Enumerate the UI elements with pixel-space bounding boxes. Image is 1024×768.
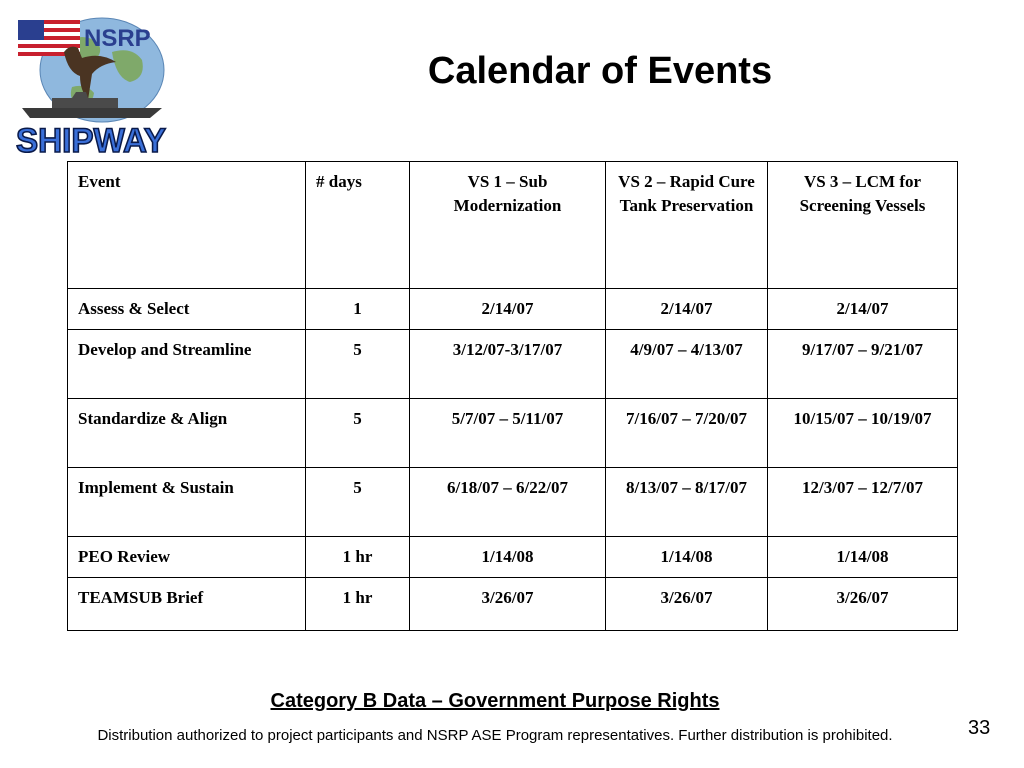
table-row — [68, 399, 958, 468]
cell-vs2: 7/16/07 – 7/20/07 — [606, 399, 768, 468]
page-title: Calendar of Events — [427, 50, 773, 92]
cell-vs1: 3/12/07-3/17/07 — [410, 330, 606, 399]
ship-icon — [22, 108, 162, 118]
cell-event: TEAMSUB Brief — [68, 578, 306, 631]
cell-event: Develop and Streamline — [68, 330, 306, 399]
nsrp-shipway-logo — [12, 12, 174, 160]
logo-top-text: NSRP — [84, 25, 151, 52]
distribution-notice: Distribution authorized to project participants and NSRP ASE Program representatives. Further distribution is prohibited. — [97, 727, 893, 744]
header-days: # days — [306, 162, 410, 289]
cell-days: 1 hr — [306, 537, 410, 578]
cell-vs1: 3/26/07 — [410, 578, 606, 631]
page-number: 33 — [968, 717, 991, 739]
cell-vs3: 10/15/07 – 10/19/07 — [768, 399, 958, 468]
cell-vs2: 1/14/08 — [606, 537, 768, 578]
cell-vs1: 2/14/07 — [410, 289, 606, 330]
cell-event: Standardize & Align — [68, 399, 306, 468]
header-vs2: VS 2 – Rapid Cure Tank Preservation — [606, 162, 768, 289]
cell-days: 1 — [306, 289, 410, 330]
cell-vs3: 2/14/07 — [768, 289, 958, 330]
cell-vs3: 3/26/07 — [768, 578, 958, 631]
cell-vs3: 9/17/07 – 9/21/07 — [768, 330, 958, 399]
cell-days: 1 hr — [306, 578, 410, 631]
cell-vs1: 5/7/07 – 5/11/07 — [410, 399, 606, 468]
header-event: Event — [68, 162, 306, 289]
table-row — [68, 289, 958, 330]
cell-event: PEO Review — [68, 537, 306, 578]
table-row — [68, 537, 958, 578]
cell-days: 5 — [306, 399, 410, 468]
header-vs1: VS 1 – Sub Modernization — [410, 162, 606, 289]
table-row — [68, 578, 958, 631]
category-notice: Category B Data – Government Purpose Rights — [270, 690, 720, 712]
cell-vs2: 2/14/07 — [606, 289, 768, 330]
cell-event: Implement & Sustain — [68, 468, 306, 537]
cell-vs1: 1/14/08 — [410, 537, 606, 578]
cell-vs2: 3/26/07 — [606, 578, 768, 631]
header-vs3: VS 3 – LCM for Screening Vessels — [768, 162, 958, 289]
cell-event: Assess & Select — [68, 289, 306, 330]
events-table — [67, 161, 958, 631]
cell-vs3: 1/14/08 — [768, 537, 958, 578]
cell-vs2: 4/9/07 – 4/13/07 — [606, 330, 768, 399]
table-header-row — [68, 162, 958, 289]
cell-vs2: 8/13/07 – 8/17/07 — [606, 468, 768, 537]
cell-days: 5 — [306, 330, 410, 399]
cell-vs3: 12/3/07 – 12/7/07 — [768, 468, 958, 537]
logo-bottom-text: SHIPWAY — [16, 122, 167, 160]
cell-days: 5 — [306, 468, 410, 537]
cell-vs1: 6/18/07 – 6/22/07 — [410, 468, 606, 537]
table-row — [68, 330, 958, 399]
table-row — [68, 468, 958, 537]
